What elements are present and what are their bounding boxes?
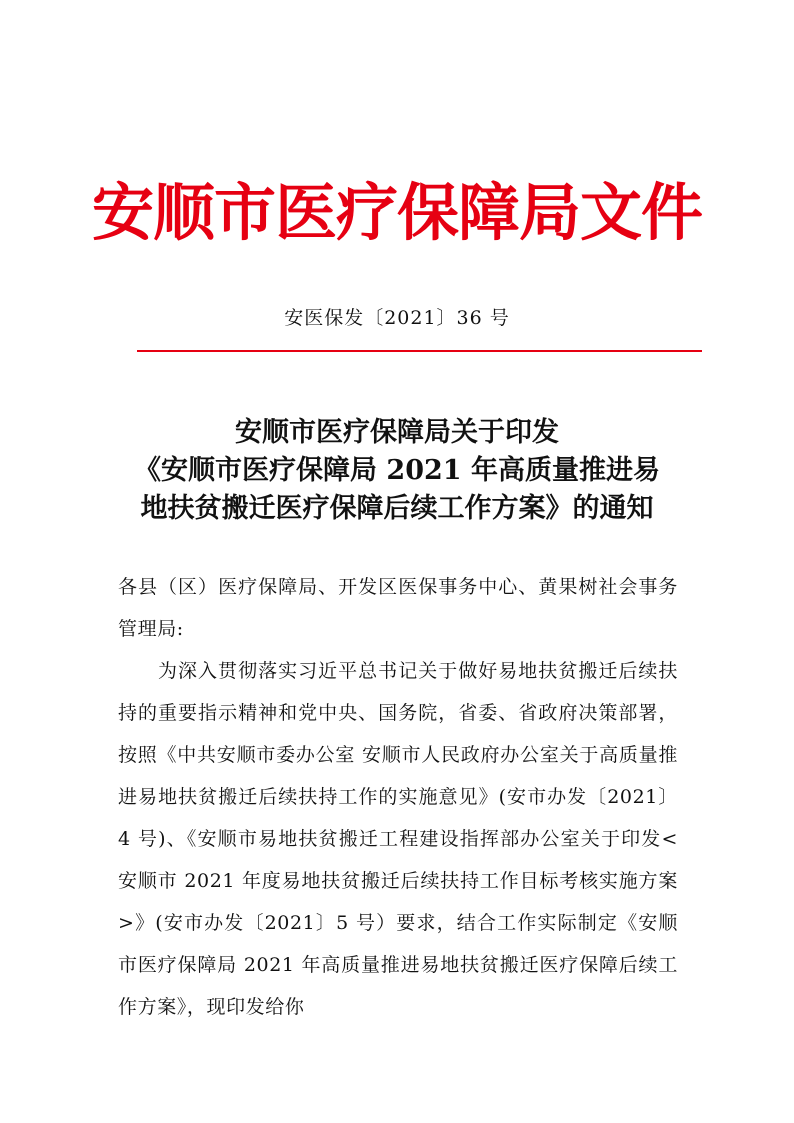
notice-body bbox=[118, 566, 678, 1028]
title-line-2: 《安顺市医疗保障局 2021 年高质量推进易 bbox=[134, 455, 660, 486]
notice-title bbox=[60, 414, 734, 528]
title-line-3: 地扶贫搬迁医疗保障后续工作方案》的通知 bbox=[140, 493, 654, 524]
masthead-title: 安顺市医疗保障局文件 bbox=[91, 176, 702, 249]
title-line-1: 安顺市医疗保障局关于印发 bbox=[235, 417, 559, 448]
body-paragraph: 为深入贯彻落实习近平总书记关于做好易地扶贫搬迁后续扶持的重要指示精神和党中央、国务院，省委、省政府决策部署，按照《中共安顺市委办公室 安顺市人民政府办公室关于高质量推进易地扶贫搬迁后续扶持工作的实施意见》(安市办发〔2021〕4 号)、《安顺市易地扶贫搬迁工程建设指挥部办公室关于印发<安顺市 2021 年度易地扶贫搬迁后续扶持工作目标考核实施方案>》(安市办发〔2021〕5 号）要求，结合工作实际制定《安顺市医疗保障局 2021 年高质量推进易地扶贫搬迁医疗保障后续工作方案》，现印发给你 bbox=[118, 660, 678, 1018]
document-number: 安医保发〔2021〕36 号 bbox=[284, 307, 510, 329]
addressee: 各县（区）医疗保障局、开发区医保事务中心、黄果树社会事务管理局: bbox=[118, 576, 678, 640]
red-separator-line bbox=[137, 350, 702, 352]
